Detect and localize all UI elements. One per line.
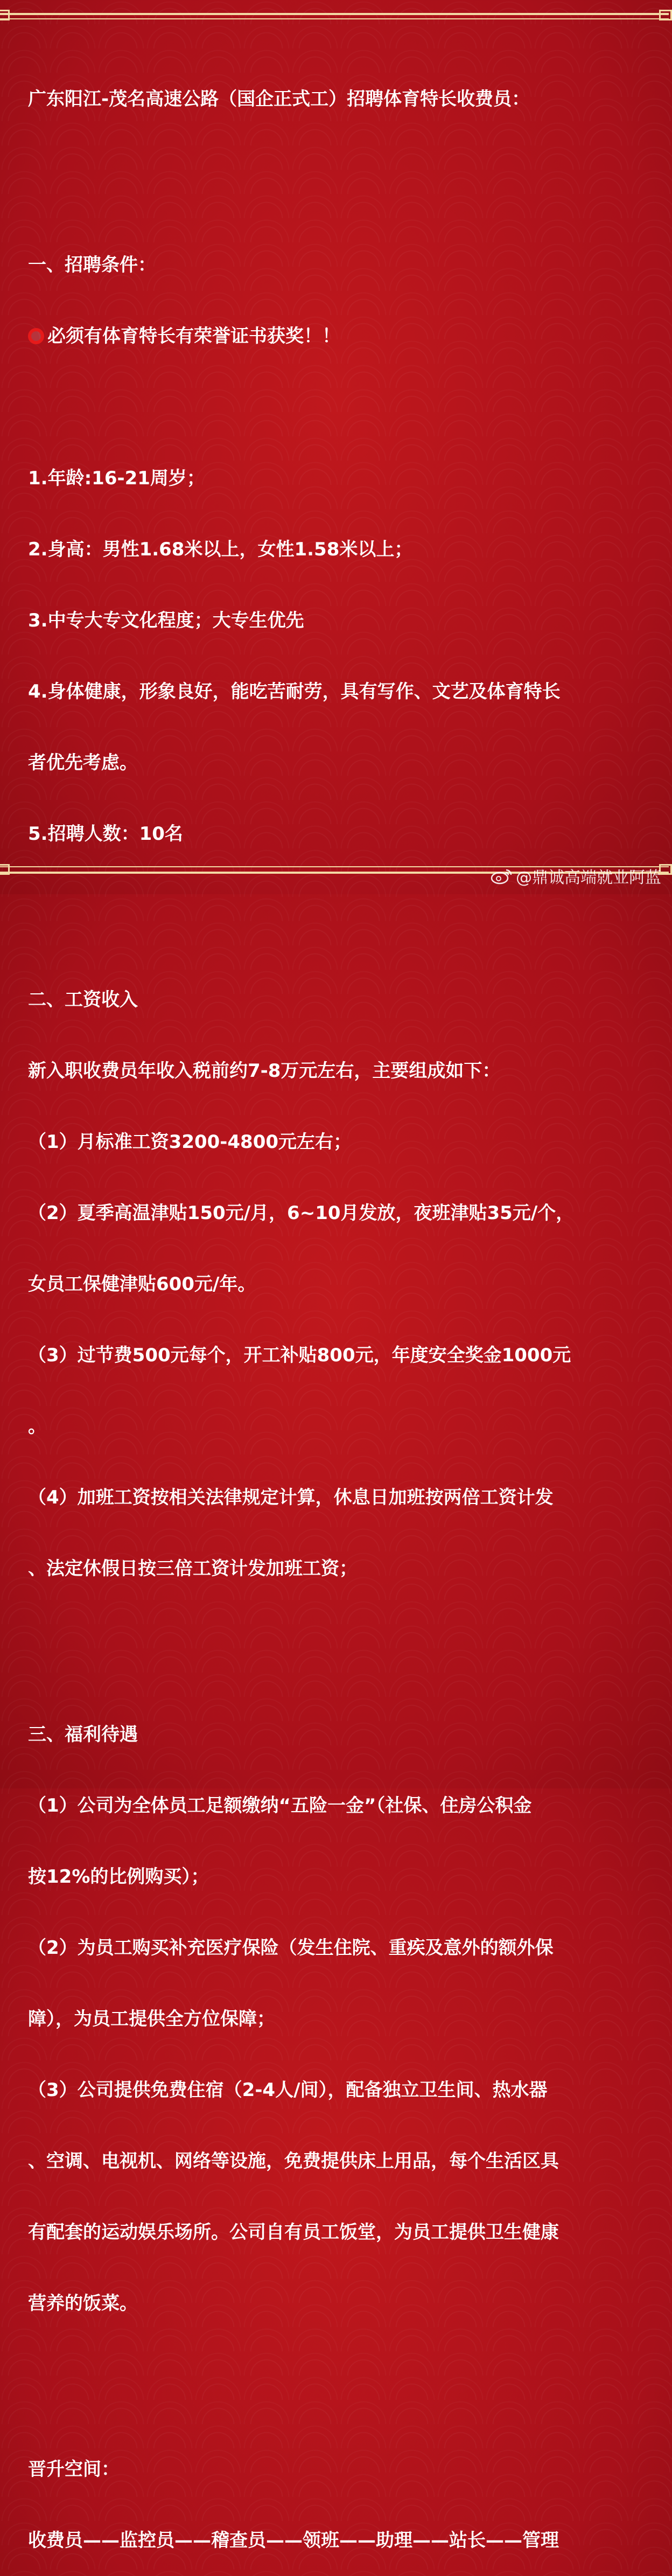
benefit-line: （2）为员工购买补充医疗保险（发生住院、重疾及意外的额外保 xyxy=(28,1937,554,1959)
section-salary-heading: 二、工资收入 xyxy=(28,989,138,1011)
top-frame-line xyxy=(0,13,669,15)
benefit-line: 、空调、电视机、网络等设施，免费提供床上用品，每个生活区具 xyxy=(28,2150,559,2172)
condition-item: 5.招聘人数：10名 xyxy=(28,823,183,845)
condition-item: 1.年龄:16-21周岁； xyxy=(28,468,205,489)
salary-line: 新入职收费员年收入税前约7-8万元左右，主要组成如下： xyxy=(28,1060,501,1082)
benefit-line: （3）公司提供免费住宿（2-4人/间），配备独立卫生间、热水器 xyxy=(28,2079,548,2101)
salary-line: （1）月标准工资3200-4800元左右； xyxy=(28,1131,352,1153)
notice-title: 广东阳江-茂名高速公路（国企正式工）招聘体育特长收费员： xyxy=(28,88,530,110)
salary-line: （2）夏季高温津贴150元/月，6~10月发放，夜班津贴35元/个， xyxy=(28,1202,575,1224)
weibo-icon xyxy=(490,868,513,884)
frame-corner-bottom-left xyxy=(0,864,10,875)
benefit-line: 营养的饭菜。 xyxy=(28,2293,138,2314)
salary-line: 。 xyxy=(28,1416,46,1437)
benefit-line: 按12%的比例购买）； xyxy=(28,1866,209,1888)
recruitment-notice xyxy=(28,40,647,2576)
benefit-line: 有配套的运动娱乐场所。公司自有员工饭堂，为员工提供卫生健康 xyxy=(28,2222,559,2243)
watermark-text: @鼎诚高端就业阿蓝 xyxy=(516,868,661,887)
frame-corner-top-left xyxy=(0,10,10,20)
promotion-path: 收费员——监控员——稽查员——领班——助理——站长——管理 xyxy=(28,2530,559,2551)
condition-item: 2.身高：男性1.68米以上，女性1.58米以上； xyxy=(28,539,413,560)
salary-line: 、法定休假日按三倍工资计发加班工资； xyxy=(28,1558,358,1579)
salary-line: （3）过节费500元每个，开工补贴800元，年度安全奖金1000元 xyxy=(28,1345,571,1366)
condition-item: 4.身体健康，形象良好，能吃苦耐劳，具有写作、文艺及体育特长 xyxy=(28,681,561,702)
red-circle-icon xyxy=(28,328,44,344)
salary-line: （4）加班工资按相关法律规定计算，休息日加班按两倍工资计发 xyxy=(28,1487,554,1508)
section-benefits-heading: 三、福利待遇 xyxy=(28,1724,138,1745)
top-frame-line-inner xyxy=(0,18,669,19)
salary-line: 女员工保健津贴600元/年。 xyxy=(28,1273,256,1295)
weibo-watermark xyxy=(490,864,661,888)
highlight-text: 必须有体育特长有荣誉证书获奖！！ xyxy=(47,325,340,347)
condition-item: 3.中专大专文化程度；大专生优先 xyxy=(28,610,304,631)
benefit-line: 障），为员工提供全方位保障； xyxy=(28,2008,275,2030)
condition-item: 者优先考虑。 xyxy=(28,752,138,774)
benefit-line: （1）公司为全体员工足额缴纳“五险一金”（社保、住房公积金 xyxy=(28,1795,532,1816)
section-conditions-heading: 一、招聘条件： xyxy=(28,254,156,276)
highlight-line xyxy=(28,324,647,348)
frame-corner-top-right xyxy=(659,10,672,20)
section-promotion-heading: 晋升空间： xyxy=(28,2459,120,2480)
